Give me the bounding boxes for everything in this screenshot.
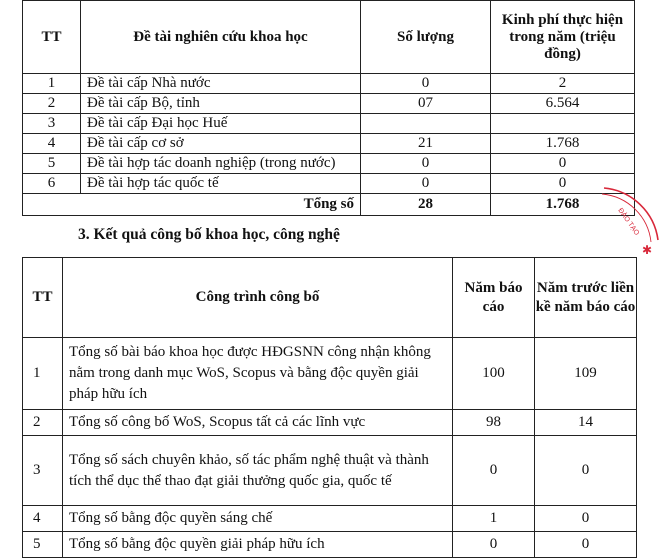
table-header-row	[23, 258, 637, 338]
table-row	[23, 410, 637, 436]
stamp-text: ĐÀO TẠO	[616, 207, 641, 237]
table-row	[23, 338, 637, 410]
row-prev: 0	[535, 436, 637, 506]
table-row	[23, 174, 635, 194]
total-budget: 1.768	[491, 194, 635, 216]
total-count: 28	[361, 194, 491, 216]
header-prev-year: Năm trước liền kề năm báo cáo	[535, 258, 637, 338]
row-prev: 109	[535, 338, 637, 410]
research-topics-table	[22, 0, 635, 216]
row-report: 0	[453, 436, 535, 506]
row-count: 0	[361, 174, 491, 194]
section-heading: 3. Kết quả công bố khoa học, công nghệ	[78, 226, 340, 243]
table-header-row	[23, 1, 635, 74]
table-row	[23, 94, 635, 114]
table-row	[23, 532, 637, 558]
header-topic: Đề tài nghiên cứu khoa học	[81, 1, 361, 74]
row-count: 0	[361, 154, 491, 174]
header-work: Công trình công bố	[63, 258, 453, 338]
row-count: 07	[361, 94, 491, 114]
row-budget: 0	[491, 154, 635, 174]
row-topic: Đề tài hợp tác quốc tế	[81, 174, 361, 194]
row-tt: 2	[23, 410, 63, 436]
row-budget: 6.564	[491, 94, 635, 114]
row-topic: Đề tài cấp Bộ, tỉnh	[81, 94, 361, 114]
row-work: Tổng số bằng độc quyền giải pháp hữu ích	[63, 532, 453, 558]
row-tt: 5	[23, 532, 63, 558]
total-row	[23, 194, 635, 216]
row-count	[361, 114, 491, 134]
table-row	[23, 134, 635, 154]
header-budget: Kinh phí thực hiện trong năm (triệu đồng)	[491, 1, 635, 74]
row-work: Tổng số bài báo khoa học được HĐGSNN công nhận không nằm trong danh mục WoS, Scopus và bằng độc quyền giải pháp hữu ích	[63, 338, 453, 410]
header-count: Số lượng	[361, 1, 491, 74]
row-topic: Đề tài cấp Đại học Huế	[81, 114, 361, 134]
row-work: Tổng số công bố WoS, Scopus tất cả các lĩnh vực	[63, 410, 453, 436]
publications-table	[22, 257, 637, 558]
table-row	[23, 114, 635, 134]
row-report: 1	[453, 506, 535, 532]
row-tt: 4	[23, 506, 63, 532]
row-topic: Đề tài hợp tác doanh nghiệp (trong nước)	[81, 154, 361, 174]
row-topic: Đề tài cấp Nhà nước	[81, 74, 361, 94]
header-report-year: Năm báo cáo	[453, 258, 535, 338]
row-work: Tổng số sách chuyên khảo, số tác phẩm nghệ thuật và thành tích thể dục thể thao đạt giải thưởng quốc gia, quốc tế	[63, 436, 453, 506]
row-tt: 2	[23, 94, 81, 114]
row-tt: 5	[23, 154, 81, 174]
row-tt: 6	[23, 174, 81, 194]
row-tt: 3	[23, 114, 81, 134]
total-label: Tổng số	[23, 194, 361, 216]
row-tt: 4	[23, 134, 81, 154]
row-budget	[491, 114, 635, 134]
table-row	[23, 436, 637, 506]
row-budget: 2	[491, 74, 635, 94]
row-report: 100	[453, 338, 535, 410]
row-tt: 3	[23, 436, 63, 506]
row-topic: Đề tài cấp cơ sở	[81, 134, 361, 154]
row-count: 21	[361, 134, 491, 154]
row-prev: 0	[535, 532, 637, 558]
row-report: 0	[453, 532, 535, 558]
stamp-star-icon: ✱	[642, 243, 653, 257]
row-work: Tổng số bằng độc quyền sáng chế	[63, 506, 453, 532]
row-prev: 14	[535, 410, 637, 436]
row-tt: 1	[23, 74, 81, 94]
table-row	[23, 74, 635, 94]
row-report: 98	[453, 410, 535, 436]
row-budget: 0	[491, 174, 635, 194]
header-tt: TT	[23, 1, 81, 74]
table-row	[23, 154, 635, 174]
row-prev: 0	[535, 506, 637, 532]
row-tt: 1	[23, 338, 63, 410]
row-count: 0	[361, 74, 491, 94]
header-tt: TT	[23, 258, 63, 338]
table-row	[23, 506, 637, 532]
row-budget: 1.768	[491, 134, 635, 154]
